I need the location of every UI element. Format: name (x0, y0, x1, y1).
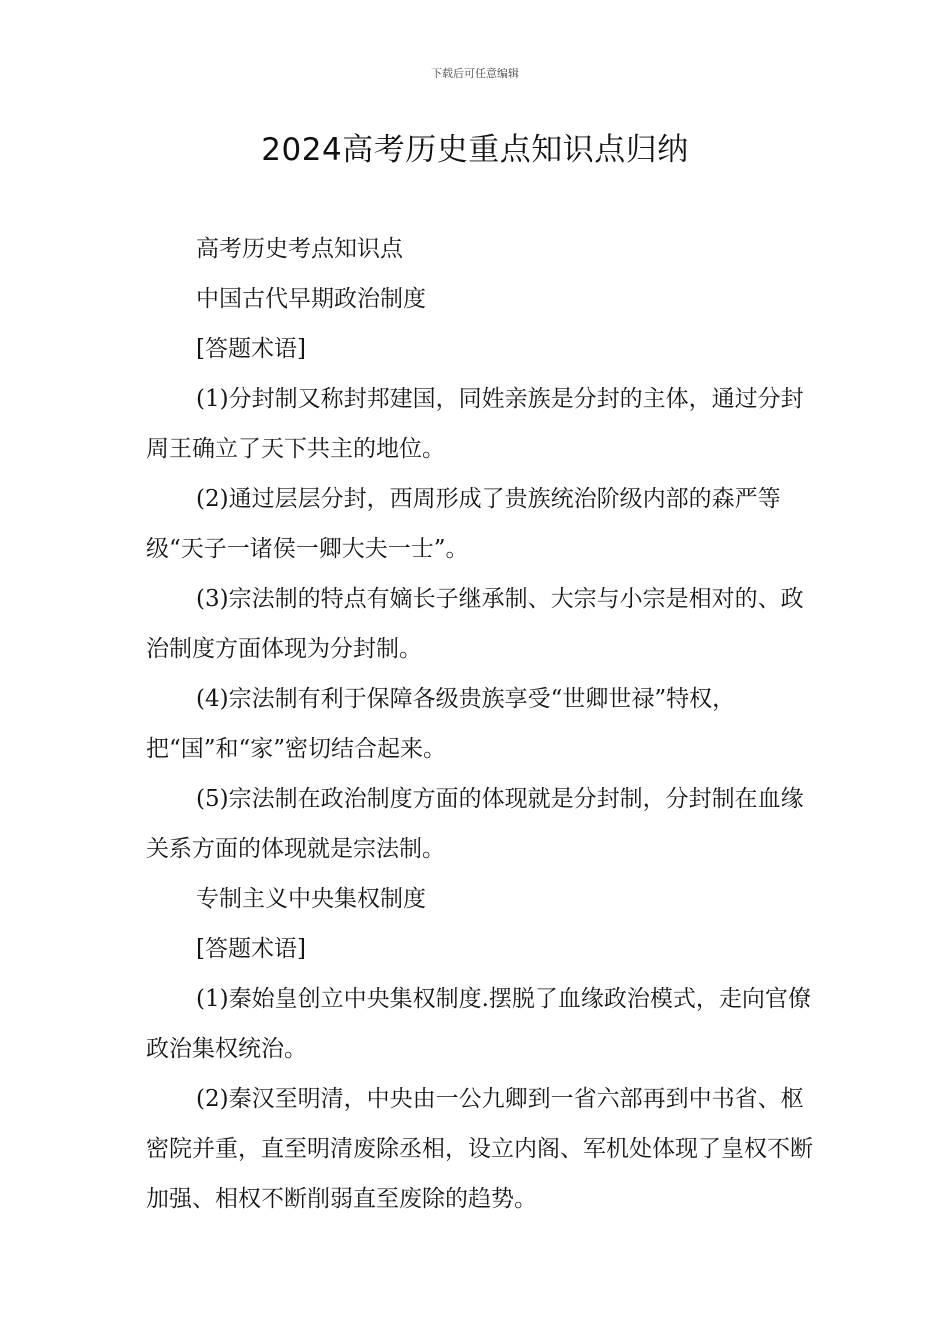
paragraph-point: (1)分封制又称封邦建国，同姓亲族是分封的主体，通过分封周王确立了天下共主的地位。 (146, 386, 804, 462)
paragraph-term-label: [答题术语] (196, 336, 306, 362)
paragraph-point: (2)通过层层分封，西周形成了贵族统治阶级内部的森严等级“天子一诸侯一卿大夫一士”。 (146, 486, 781, 562)
header-note: 下载后可任意编辑 (431, 67, 519, 80)
paragraph-topic-heading: 中国古代早期政治制度 (196, 286, 426, 312)
document-title: 2024高考历史重点知识点归纳 (261, 132, 689, 168)
paragraph-topic-heading: 专制主义中央集权制度 (196, 886, 426, 912)
paragraph-section-heading: 高考历史考点知识点 (196, 236, 403, 262)
paragraph-point: (5)宗法制在政治制度方面的体现就是分封制，分封制在血缘关系方面的体现就是宗法制。 (146, 786, 804, 862)
document-body (146, 224, 818, 1224)
paragraph-term-label: [答题术语] (196, 936, 306, 962)
paragraph-point: (2)秦汉至明清，中央由一公九卿到一省六部再到中书省、枢密院并重，直至明清废除丞相，设立内阁、军机处体现了皇权不断加强、相权不断削弱直至废除的趋势。 (146, 1086, 813, 1212)
paragraph-point: (1)秦始皇创立中央集权制度.摆脱了血缘政治模式，走向官僚政治集权统治。 (146, 986, 811, 1062)
paragraph-point: (3)宗法制的特点有嫡长子继承制、大宗与小宗是相对的、政治制度方面体现为分封制。 (146, 586, 804, 662)
paragraph-point: (4)宗法制有利于保障各级贵族享受“世卿世禄”特权，把“国”和“家”密切结合起来。 (146, 686, 736, 762)
